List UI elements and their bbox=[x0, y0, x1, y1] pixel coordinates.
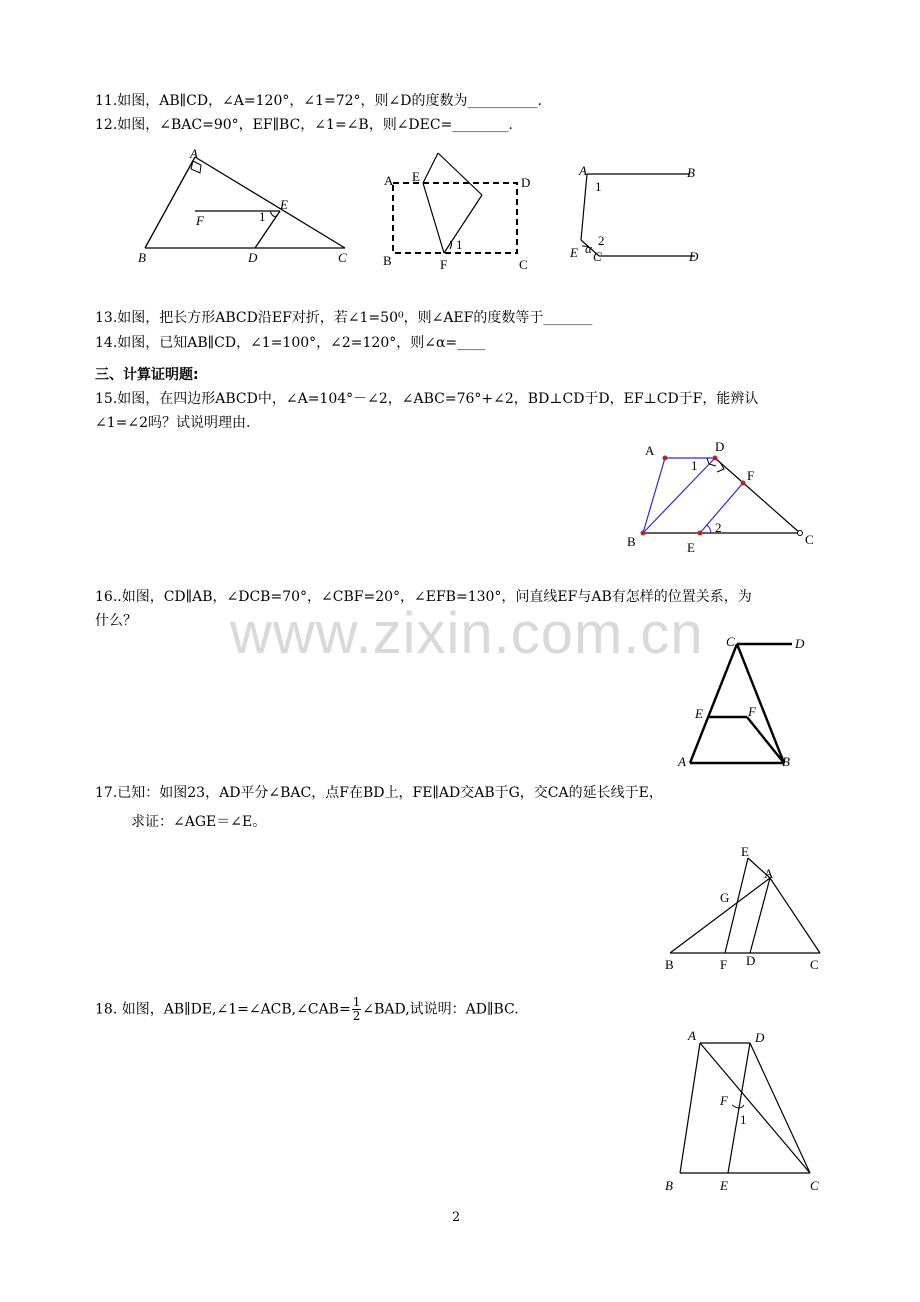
label-C: C bbox=[805, 532, 814, 547]
label-angle-2: 2 bbox=[715, 520, 722, 535]
label-A: A bbox=[645, 443, 655, 458]
figure-q14-parallel-lines bbox=[565, 158, 710, 270]
figure-q12-triangle bbox=[130, 145, 360, 270]
label-D: D bbox=[746, 953, 756, 968]
question-13: 13.如图，把长方形ABCD沿EF对折，若∠1=50⁰，则∠AEF的度数等于_______ bbox=[95, 310, 593, 326]
label-D: D bbox=[755, 1030, 765, 1045]
label-D: D bbox=[248, 250, 258, 265]
question-15-line2: ∠1=∠2吗？试说明理由. bbox=[95, 415, 251, 431]
watermark: www.zixin.com.cn bbox=[230, 601, 704, 666]
label-B: B bbox=[782, 754, 790, 769]
label-C: C bbox=[519, 257, 528, 270]
fraction-numerator: 1 bbox=[352, 995, 361, 1009]
label-E: E bbox=[695, 706, 703, 721]
fraction-denominator: 2 bbox=[352, 1009, 361, 1023]
label-C: C bbox=[810, 957, 819, 972]
label-E: E bbox=[280, 197, 288, 212]
label-B: B bbox=[665, 957, 674, 972]
section-heading: 三、计算证明题: bbox=[95, 367, 199, 383]
label-F: F bbox=[720, 1093, 728, 1108]
fraction-one-half bbox=[352, 996, 362, 1023]
label-C: C bbox=[726, 634, 735, 649]
label-A: A bbox=[384, 173, 394, 188]
label-angle-1: 1 bbox=[456, 237, 463, 252]
label-D: D bbox=[521, 175, 531, 190]
label-B: B bbox=[687, 165, 695, 180]
label-E: E bbox=[687, 540, 695, 555]
question-18-text-a: 18. 如图，AB∥DE,∠1=∠ACB,∠CAB= bbox=[95, 1001, 351, 1018]
question-18 bbox=[95, 996, 519, 1023]
page-number: 2 bbox=[452, 1210, 461, 1225]
label-E: E bbox=[570, 245, 578, 260]
label-D: D bbox=[689, 249, 699, 264]
label-G: G bbox=[720, 890, 730, 905]
question-14: 14.如图，已知AB∥CD，∠1=100°，∠2=120°，则∠α=____ bbox=[95, 335, 486, 351]
label-C: C bbox=[810, 1178, 819, 1193]
label-E: E bbox=[720, 1178, 728, 1193]
label-B: B bbox=[383, 253, 392, 268]
label-E: E bbox=[412, 169, 420, 184]
figure-q15-quadrilateral bbox=[625, 440, 825, 555]
label-D: D bbox=[715, 440, 725, 454]
label-angle-2: 2 bbox=[598, 233, 605, 248]
label-alpha: α bbox=[585, 241, 592, 256]
label-C: C bbox=[593, 249, 602, 264]
question-12: 12.如图，∠BAC=90°，EF∥BC，∠1=∠B，则∠DEC=________. bbox=[95, 117, 513, 133]
label-angle-1: 1 bbox=[691, 458, 698, 473]
label-A: A bbox=[688, 1028, 696, 1043]
label-angle-1: 1 bbox=[740, 1112, 747, 1127]
label-A: A bbox=[190, 146, 198, 161]
question-16-line2: 什么？ bbox=[95, 613, 137, 629]
label-B: B bbox=[138, 250, 146, 265]
question-18-text-b: ∠BAD,试说明：AD∥BC. bbox=[362, 1001, 519, 1018]
question-17-line1: 17.已知：如图23，AD平分∠BAC，点F在BD上，FE∥AD交AB于G，交CA的延长线于E， bbox=[95, 785, 663, 801]
question-17-line2: 求证：∠AGE＝∠E。 bbox=[131, 814, 267, 830]
label-F: F bbox=[440, 257, 448, 270]
label-E: E bbox=[741, 844, 749, 859]
label-F: F bbox=[747, 468, 755, 483]
label-angle-1: 1 bbox=[259, 209, 266, 224]
question-16-line1: 16..如图，CD∥AB，∠DCB=70°，∠CBF=20°，∠EFB=130°，问直线EF与AB有怎样的位置关系，为 bbox=[95, 589, 752, 605]
label-angle-1: 1 bbox=[595, 179, 602, 194]
question-11: 11.如图，AB∥CD，∠A=120°，∠1=72°，则∠D的度数为__________. bbox=[95, 93, 542, 109]
label-B: B bbox=[627, 534, 636, 549]
figure-q18-trapezoid bbox=[660, 1025, 830, 1200]
label-F: F bbox=[196, 213, 204, 228]
label-A: A bbox=[764, 866, 774, 881]
label-B: B bbox=[665, 1178, 673, 1193]
question-15-line1: 15.如图，在四边形ABCD中，∠A=104°－∠2，∠ABC=76°+∠2，BD⊥CD于D，EF⊥CD于F，能辨认 bbox=[95, 391, 759, 407]
figure-q17-triangle bbox=[660, 840, 830, 975]
label-F: F bbox=[748, 704, 756, 719]
label-D: D bbox=[795, 636, 805, 651]
figure-q13-rectangle bbox=[378, 145, 538, 270]
label-F: F bbox=[720, 957, 728, 972]
figure-q16-triangle bbox=[672, 632, 812, 772]
label-A: A bbox=[678, 754, 686, 769]
label-A: A bbox=[579, 163, 587, 178]
label-C: C bbox=[338, 250, 347, 265]
